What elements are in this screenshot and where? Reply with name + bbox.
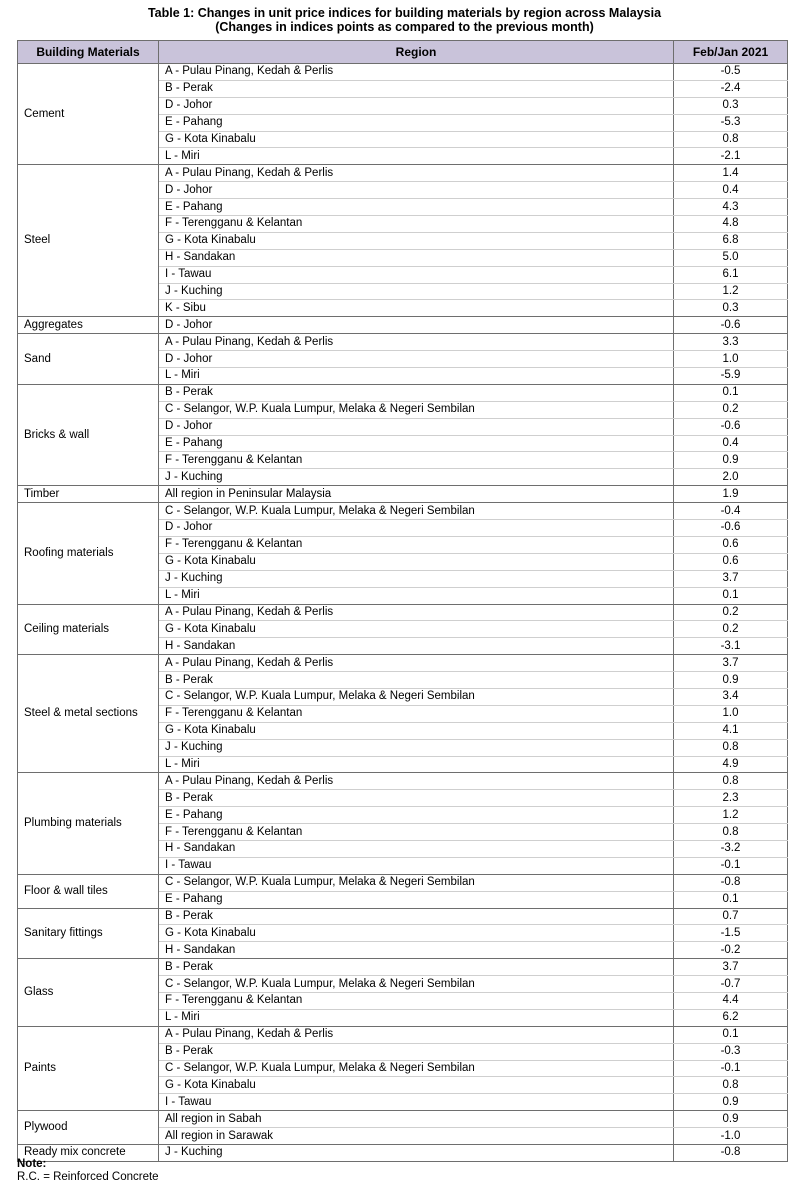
region-cell: D - Johor	[159, 351, 674, 368]
region-cell: B - Perak	[159, 1043, 674, 1060]
value-cell: 0.2	[674, 621, 788, 638]
region-cell: L - Miri	[159, 587, 674, 604]
value-cell: -0.8	[674, 874, 788, 891]
region-cell: G - Kota Kinabalu	[159, 925, 674, 942]
value-cell: 4.8	[674, 216, 788, 233]
value-cell: -0.7	[674, 976, 788, 993]
value-cell: 0.9	[674, 1111, 788, 1128]
value-cell: 0.9	[674, 1094, 788, 1111]
value-cell: 3.7	[674, 655, 788, 672]
value-cell: 0.8	[674, 824, 788, 841]
value-cell: 0.9	[674, 452, 788, 469]
region-cell: J - Kuching	[159, 283, 674, 300]
region-cell: E - Pahang	[159, 114, 674, 131]
region-cell: G - Kota Kinabalu	[159, 621, 674, 638]
value-cell: -0.6	[674, 418, 788, 435]
region-cell: D - Johor	[159, 317, 674, 334]
value-cell: 0.2	[674, 401, 788, 418]
material-cell: Floor & wall tiles	[18, 874, 159, 908]
value-cell: -0.6	[674, 520, 788, 537]
region-cell: L - Miri	[159, 756, 674, 773]
value-cell: 0.1	[674, 891, 788, 908]
table-row	[18, 773, 788, 790]
region-cell: All region in Sarawak	[159, 1128, 674, 1145]
value-cell: 0.1	[674, 1026, 788, 1043]
region-cell: B - Perak	[159, 672, 674, 689]
value-cell: 0.8	[674, 739, 788, 756]
value-cell: 1.2	[674, 807, 788, 824]
note-text: R.C. = Reinforced Concrete	[17, 1171, 159, 1183]
material-cell: Steel & metal sections	[18, 655, 159, 773]
value-cell: -0.8	[674, 1145, 788, 1162]
note	[17, 1158, 159, 1184]
value-cell: 6.8	[674, 232, 788, 249]
table-row	[18, 874, 788, 891]
region-cell: G - Kota Kinabalu	[159, 1077, 674, 1094]
value-cell: -0.3	[674, 1043, 788, 1060]
value-cell: 0.6	[674, 553, 788, 570]
region-cell: B - Perak	[159, 908, 674, 925]
material-cell: Roofing materials	[18, 503, 159, 604]
region-cell: All region in Peninsular Malaysia	[159, 486, 674, 503]
material-cell: Cement	[18, 64, 159, 165]
value-cell: 0.6	[674, 536, 788, 553]
region-cell: A - Pulau Pinang, Kedah & Perlis	[159, 655, 674, 672]
value-cell: -1.0	[674, 1128, 788, 1145]
material-cell: Ready mix concrete	[18, 1145, 159, 1162]
region-cell: G - Kota Kinabalu	[159, 722, 674, 739]
value-cell: -0.5	[674, 64, 788, 81]
region-cell: G - Kota Kinabalu	[159, 131, 674, 148]
region-cell: G - Kota Kinabalu	[159, 553, 674, 570]
region-cell: B - Perak	[159, 790, 674, 807]
table-row	[18, 165, 788, 182]
value-cell: -3.1	[674, 638, 788, 655]
value-cell: 4.9	[674, 756, 788, 773]
value-cell: -2.1	[674, 148, 788, 165]
region-cell: A - Pulau Pinang, Kedah & Perlis	[159, 1026, 674, 1043]
value-cell: 0.3	[674, 300, 788, 317]
value-cell: -1.5	[674, 925, 788, 942]
value-cell: 1.0	[674, 705, 788, 722]
material-cell: Sanitary fittings	[18, 908, 159, 959]
value-cell: 0.4	[674, 182, 788, 199]
region-cell: All region in Sabah	[159, 1111, 674, 1128]
material-cell: Timber	[18, 486, 159, 503]
header-building-materials: Building Materials	[18, 41, 159, 64]
value-cell: 1.2	[674, 283, 788, 300]
value-cell: -3.2	[674, 840, 788, 857]
region-cell: J - Kuching	[159, 469, 674, 486]
value-cell: 5.0	[674, 249, 788, 266]
value-cell: 0.1	[674, 384, 788, 401]
region-cell: E - Pahang	[159, 199, 674, 216]
region-cell: B - Perak	[159, 384, 674, 401]
region-cell: F - Terengganu & Kelantan	[159, 824, 674, 841]
value-cell: 6.1	[674, 266, 788, 283]
table-row	[18, 384, 788, 401]
region-cell: D - Johor	[159, 520, 674, 537]
region-cell: D - Johor	[159, 182, 674, 199]
material-cell: Aggregates	[18, 317, 159, 334]
region-cell: D - Johor	[159, 97, 674, 114]
region-cell: L - Miri	[159, 368, 674, 385]
table-row	[18, 486, 788, 503]
table-row	[18, 959, 788, 976]
region-cell: I - Tawau	[159, 1094, 674, 1111]
value-cell: 1.0	[674, 351, 788, 368]
value-cell: 0.8	[674, 1077, 788, 1094]
material-cell: Steel	[18, 165, 159, 317]
note-label: Note:	[17, 1158, 47, 1170]
value-cell: 3.4	[674, 688, 788, 705]
region-cell: F - Terengganu & Kelantan	[159, 992, 674, 1009]
region-cell: A - Pulau Pinang, Kedah & Perlis	[159, 334, 674, 351]
region-cell: J - Kuching	[159, 570, 674, 587]
value-cell: 4.3	[674, 199, 788, 216]
region-cell: H - Sandakan	[159, 638, 674, 655]
region-cell: A - Pulau Pinang, Kedah & Perlis	[159, 773, 674, 790]
value-cell: 1.9	[674, 486, 788, 503]
region-cell: B - Perak	[159, 80, 674, 97]
region-cell: C - Selangor, W.P. Kuala Lumpur, Melaka & Negeri Sembilan	[159, 976, 674, 993]
region-cell: E - Pahang	[159, 435, 674, 452]
value-cell: 1.4	[674, 165, 788, 182]
region-cell: C - Selangor, W.P. Kuala Lumpur, Melaka & Negeri Sembilan	[159, 874, 674, 891]
table-row	[18, 317, 788, 334]
table-row	[18, 908, 788, 925]
region-cell: F - Terengganu & Kelantan	[159, 452, 674, 469]
region-cell: F - Terengganu & Kelantan	[159, 536, 674, 553]
region-cell: L - Miri	[159, 148, 674, 165]
region-cell: C - Selangor, W.P. Kuala Lumpur, Melaka & Negeri Sembilan	[159, 688, 674, 705]
region-cell: J - Kuching	[159, 1145, 674, 1162]
region-cell: E - Pahang	[159, 807, 674, 824]
material-cell: Paints	[18, 1026, 159, 1110]
table-title	[0, 6, 809, 34]
header-row	[18, 41, 788, 64]
value-cell: 0.8	[674, 773, 788, 790]
region-cell: A - Pulau Pinang, Kedah & Perlis	[159, 165, 674, 182]
region-cell: G - Kota Kinabalu	[159, 232, 674, 249]
region-cell: K - Sibu	[159, 300, 674, 317]
region-cell: L - Miri	[159, 1009, 674, 1026]
table-row	[18, 1111, 788, 1128]
value-cell: 4.1	[674, 722, 788, 739]
value-cell: 0.3	[674, 97, 788, 114]
material-cell: Glass	[18, 959, 159, 1027]
table-row	[18, 1026, 788, 1043]
value-cell: 0.7	[674, 908, 788, 925]
value-cell: 3.7	[674, 570, 788, 587]
value-cell: -0.6	[674, 317, 788, 334]
region-cell: J - Kuching	[159, 739, 674, 756]
table-row	[18, 334, 788, 351]
value-cell: 2.3	[674, 790, 788, 807]
table-row	[18, 655, 788, 672]
region-cell: F - Terengganu & Kelantan	[159, 216, 674, 233]
material-cell: Bricks & wall	[18, 384, 159, 485]
region-cell: I - Tawau	[159, 266, 674, 283]
material-cell: Sand	[18, 334, 159, 385]
region-cell: D - Johor	[159, 418, 674, 435]
material-cell: Ceiling materials	[18, 604, 159, 655]
region-cell: I - Tawau	[159, 857, 674, 874]
value-cell: -2.4	[674, 80, 788, 97]
region-cell: A - Pulau Pinang, Kedah & Perlis	[159, 604, 674, 621]
table-row	[18, 64, 788, 81]
value-cell: -5.3	[674, 114, 788, 131]
value-cell: -0.1	[674, 1060, 788, 1077]
region-cell: H - Sandakan	[159, 249, 674, 266]
region-cell: A - Pulau Pinang, Kedah & Perlis	[159, 64, 674, 81]
value-cell: -5.9	[674, 368, 788, 385]
value-cell: -0.4	[674, 503, 788, 520]
region-cell: C - Selangor, W.P. Kuala Lumpur, Melaka & Negeri Sembilan	[159, 503, 674, 520]
value-cell: 3.7	[674, 959, 788, 976]
price-index-table	[17, 40, 788, 1162]
value-cell: 0.8	[674, 131, 788, 148]
region-cell: C - Selangor, W.P. Kuala Lumpur, Melaka & Negeri Sembilan	[159, 401, 674, 418]
value-cell: 3.3	[674, 334, 788, 351]
table-row	[18, 503, 788, 520]
value-cell: 4.4	[674, 992, 788, 1009]
value-cell: 0.9	[674, 672, 788, 689]
value-cell: -0.2	[674, 942, 788, 959]
region-cell: C - Selangor, W.P. Kuala Lumpur, Melaka & Negeri Sembilan	[159, 1060, 674, 1077]
region-cell: E - Pahang	[159, 891, 674, 908]
region-cell: F - Terengganu & Kelantan	[159, 705, 674, 722]
header-feb-jan-2021: Feb/Jan 2021	[674, 41, 788, 64]
table-title-line2: (Changes in indices points as compared to the previous month)	[215, 20, 594, 34]
region-cell: B - Perak	[159, 959, 674, 976]
value-cell: 6.2	[674, 1009, 788, 1026]
value-cell: 2.0	[674, 469, 788, 486]
material-cell: Plumbing materials	[18, 773, 159, 874]
table-title-line1: Table 1: Changes in unit price indices for building materials by region across Malaysia	[147, 6, 662, 20]
table-row	[18, 604, 788, 621]
region-cell: H - Sandakan	[159, 942, 674, 959]
value-cell: 0.2	[674, 604, 788, 621]
table-body	[18, 64, 788, 1162]
header-region: Region	[159, 41, 674, 64]
value-cell: -0.1	[674, 857, 788, 874]
region-cell: H - Sandakan	[159, 840, 674, 857]
value-cell: 0.1	[674, 587, 788, 604]
material-cell: Plywood	[18, 1111, 159, 1145]
value-cell: 0.4	[674, 435, 788, 452]
